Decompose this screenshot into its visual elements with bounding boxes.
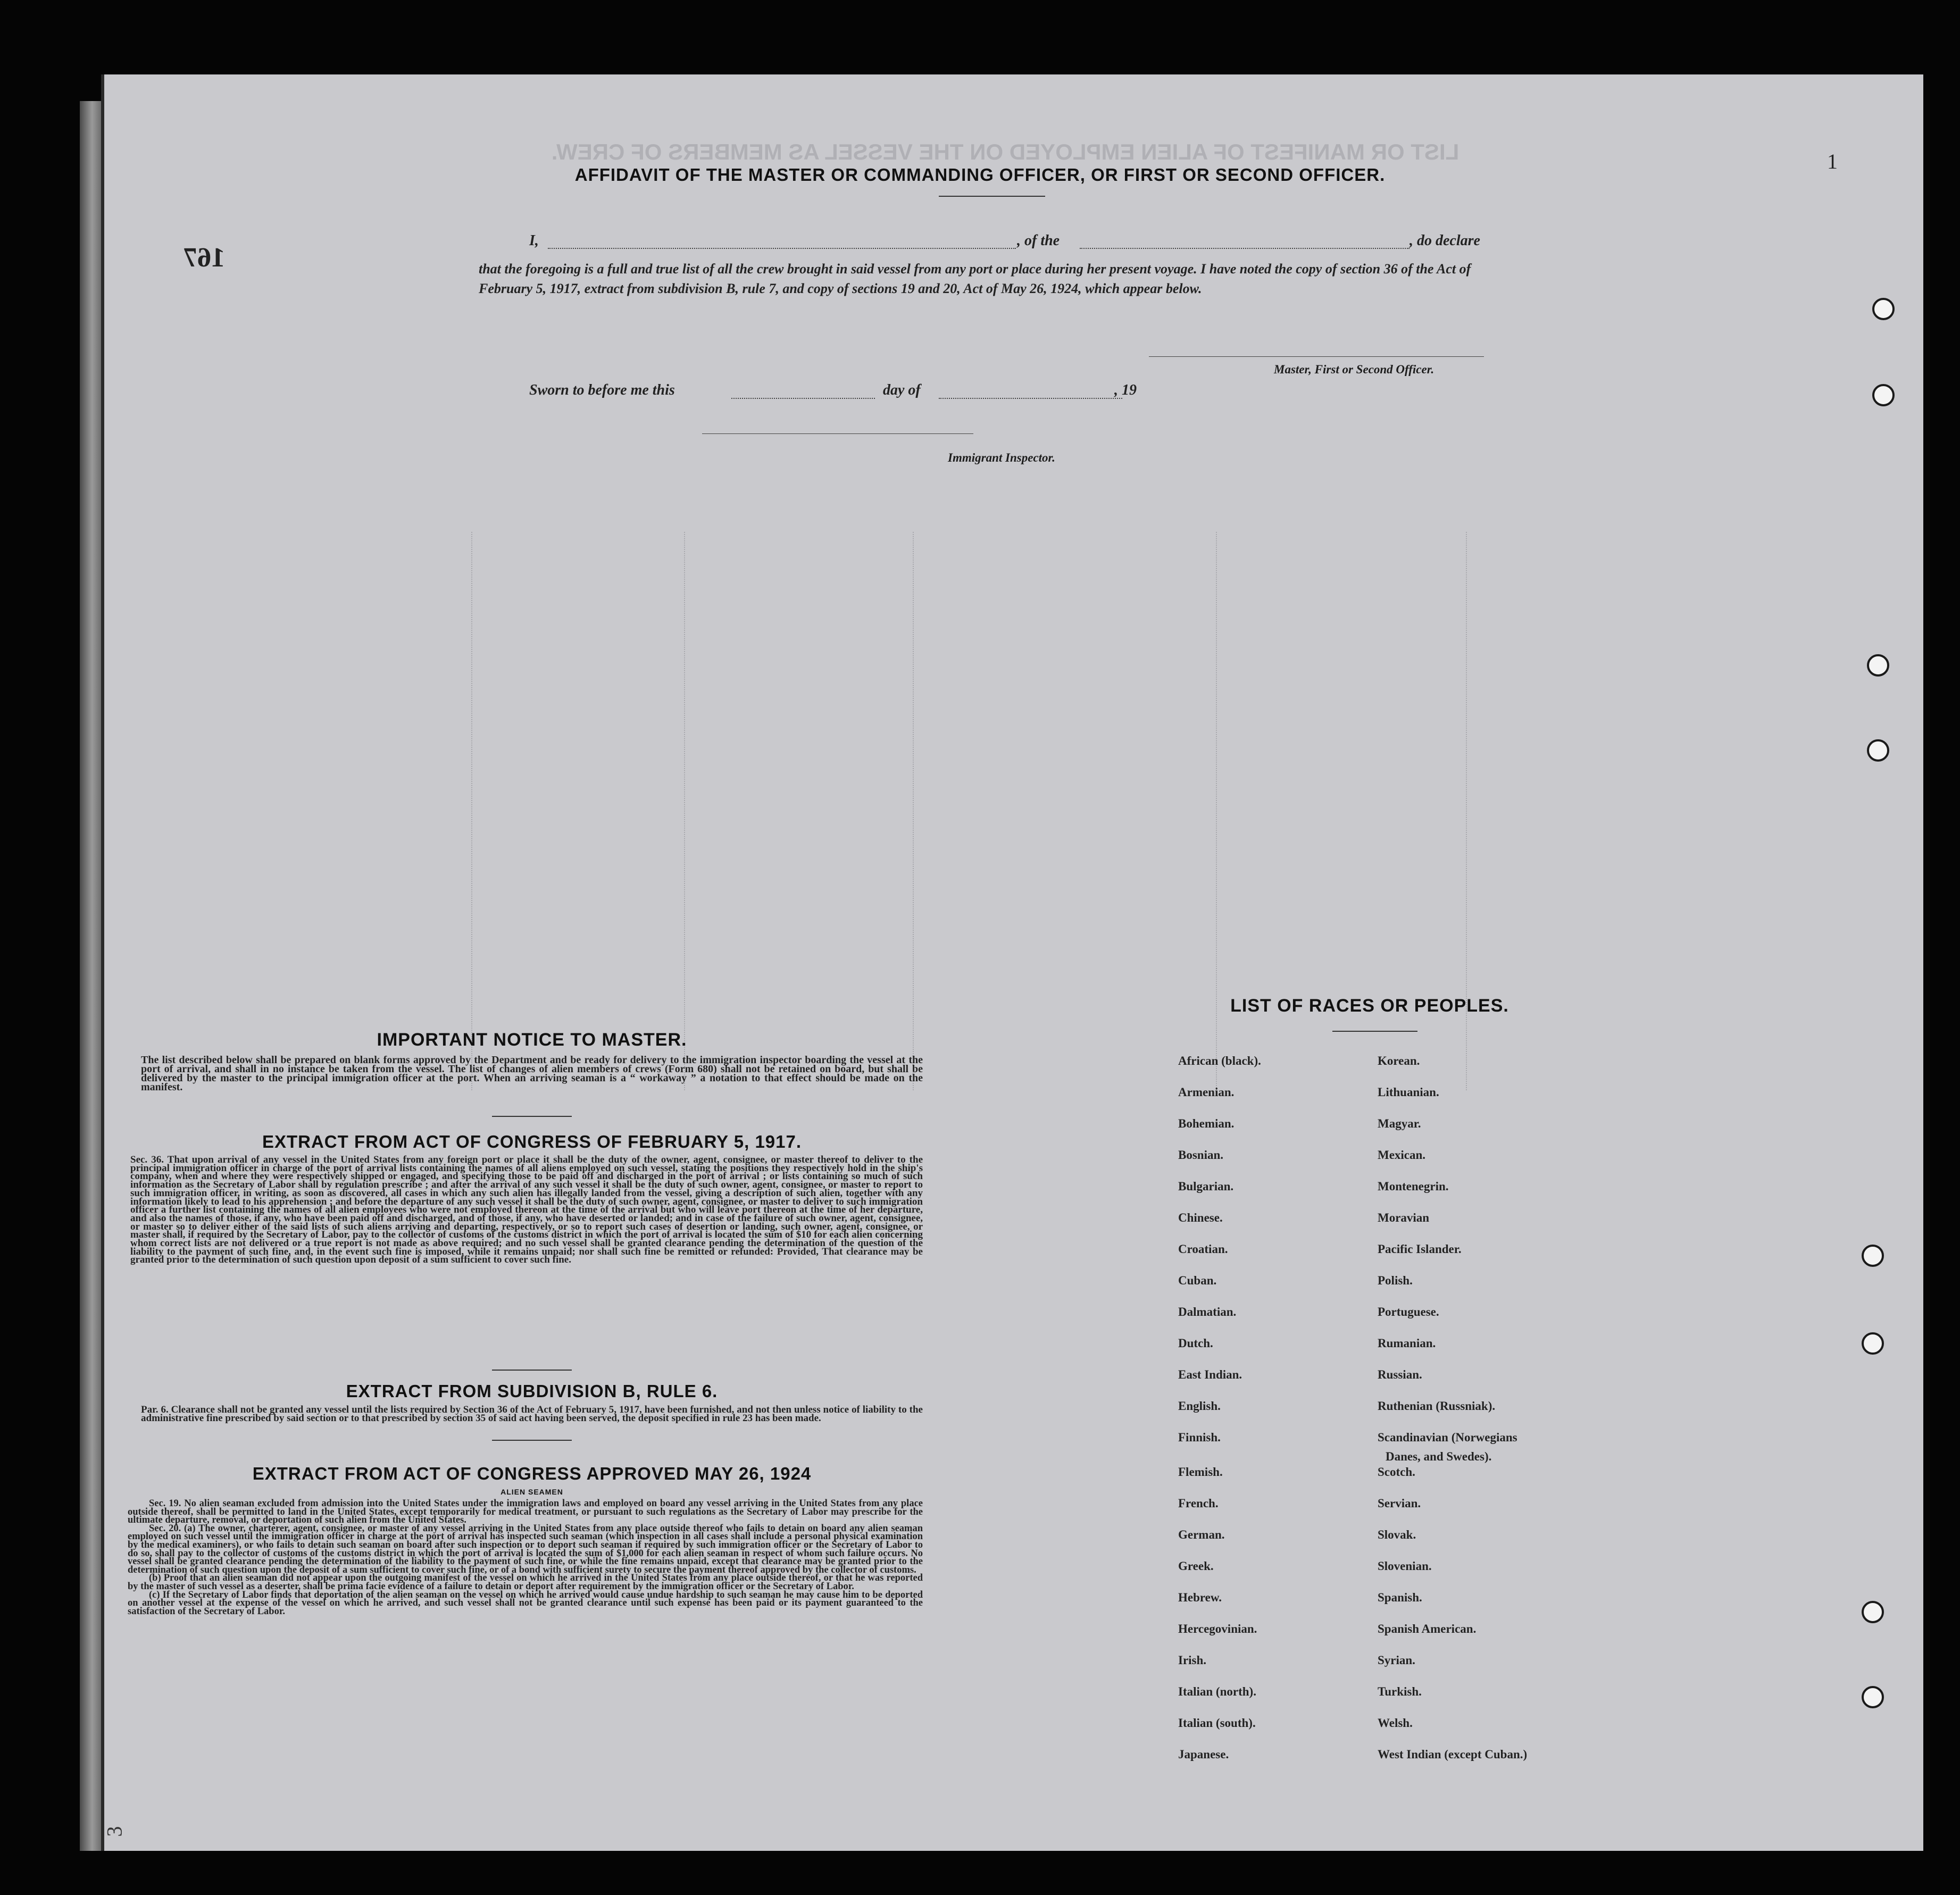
affidavit-i: I,: [529, 232, 539, 249]
race-item: Syrian.: [1378, 1654, 1415, 1667]
punch-hole: [1862, 1245, 1884, 1267]
race-item: Korean.: [1378, 1054, 1420, 1067]
sec20c-text: (c) If the Secretary of Labor finds that deportation of the alien seaman on the vessel on which he arrived would cause undue hardship to such seaman he may cause him to be deported on another vessel at the expense of the vessel on which he arrived, and such vessel shall not be granted clearance until such expense has been paid or its payment guaranteed to the satisfaction of the Secretary of Labor.: [128, 1589, 923, 1617]
race-item: Bohemian.: [1178, 1117, 1235, 1130]
race-item: Russian.: [1378, 1368, 1422, 1381]
race-item: Rumanian.: [1378, 1337, 1436, 1350]
inspector-label: Immigrant Inspector.: [948, 451, 1055, 464]
race-item: Turkish.: [1378, 1685, 1422, 1698]
notice-text: The list described below shall be prepared on blank forms approved by the Department and be ready for delivery to the immigration inspector boarding the vessel at the port of arrival, and shall in no instance be taken from the vessel. The list of changes of alien members of crews (Form 680) shall not be retained on board, but shall be delivered by the master to the principal immigration officer at the port. When an arriving seaman is a “ workaway ” a notation to that effect should be made on the manifest.: [141, 1054, 923, 1093]
bleed-column: [684, 532, 685, 1090]
race-item: Italian (south).: [1178, 1716, 1256, 1730]
sec19-text: Sec. 19. No alien seaman excluded from admission into the United States under the immigration laws and employed on board any vessel arriving in the United States from any place outside thereof, shall be permitted to land in the United States, except temporarily for medical treatment, or pursuant to such regulations as the Secretary of Labor may prescribe for the ultimate departure, removal, or deportation of such alien from the United States.: [128, 1498, 923, 1526]
extract-1917-divider: [492, 1370, 572, 1371]
sec20b-text: (b) Proof that an alien seaman did not appear upon the outgoing manifest of the vessel on which he arrived in the United States from any place outside thereof, or that he was reported by the master of such vessel as a deserter, shall be prima facie evidence of a failure to detain or deport after requirement by the immigration officer or the Secretary of Labor.: [128, 1573, 923, 1592]
race-item: Croatian.: [1178, 1242, 1228, 1256]
race-item: Slovenian.: [1378, 1559, 1432, 1573]
race-item: Italian (north).: [1178, 1685, 1256, 1698]
races-title: LIST OF RACES OR PEOPLES.: [1230, 996, 1509, 1016]
extract-1917-text: Sec. 36. That upon arrival of any vessel in the United States from any foreign port or place it shall be the duty of the owner, agent, consignee, or master thereof to deliver to the principal immigration officer in charge of the port of arrival lists containing the names of all aliens employed on such vessel, stating the positions they respectively hold in the ship's company, when and where they were respectively shipped or engaged, and specifying those to be paid off and discharged in the port of arrival ; or lists containing so much of such information as the Secretary of Labor shall by regulation prescribe ; and after the arrival of any such vessel it shall be the duty of such owner, agent, consignee, or master to report to such immigration officer, in writing, as soon as discovered, all cases in which any such alien has illegally landed from the vessel, giving a description of such alien, together with any information likely to lead to his apprehension ; and before the departure of any such vessel it shall be the duty of such owner, agent, consignee, or master to deliver to such immigration officer a further list containing the names of all alien employees who were not employed thereon at the time of the arrival but who will leave port thereon at the time of her departure, and also the names of those, if any, who have been paid off and discharged, and of those, if any, who have deserted or landed; and in case of the failure of such owner, agent, consignee, or master so to deliver either of the said lists of such aliens arriving and departing, respectively, or so to report such cases of desertion or landing, such owner, agent, consignee, or master shall, if required by the Secretary of Labor, pay to the collector of customs of the customs district in which the port of arrival is located the sum of $10 for each alien concerning whom correct lists are not delivered or a true report is not made as above required; and no such vessel shall be granted clearance pending the determination of the question of the liability to the payment of such fine, and, in the event such fine is imposed, while it remains unpaid; nor shall such fine be remitted or refunded: Provided, That clearance may be granted prior to the determination of such question upon deposit of a sum sufficient to cover such fine.: [130, 1154, 923, 1266]
race-item: Spanish American.: [1378, 1622, 1477, 1635]
sworn-day-blank[interactable]: [731, 398, 875, 399]
punch-hole: [1872, 298, 1895, 320]
bottom-mark: 3: [102, 1826, 127, 1837]
name-blank[interactable]: [548, 248, 1016, 249]
sworn-prefix: Sworn to before me this: [529, 382, 675, 398]
race-item: Greek.: [1178, 1559, 1214, 1573]
race-item: Spanish.: [1378, 1591, 1422, 1604]
title-underline: [939, 196, 1045, 197]
sworn-year: , 19: [1114, 382, 1137, 398]
race-item: Dalmatian.: [1178, 1305, 1237, 1318]
punch-hole: [1862, 1686, 1884, 1708]
book-binding: [80, 101, 102, 1851]
race-item: Scotch.: [1378, 1465, 1415, 1479]
race-item: English.: [1178, 1399, 1221, 1413]
bleed-column: [471, 532, 472, 1090]
race-item: Moravian: [1378, 1211, 1430, 1224]
race-item: Dutch.: [1178, 1337, 1213, 1350]
race-item: Finnish.: [1178, 1431, 1221, 1444]
punch-hole: [1862, 1332, 1884, 1355]
race-item: Pacific Islander.: [1378, 1242, 1462, 1256]
race-scandinavian-cont: Danes, and Swedes).: [1386, 1450, 1492, 1463]
race-item: Armenian.: [1178, 1086, 1235, 1099]
vessel-blank[interactable]: [1080, 248, 1409, 249]
race-item: Scandinavian (Norwegians: [1378, 1431, 1517, 1444]
race-item: Portuguese.: [1378, 1305, 1439, 1318]
extract-1924-body: [128, 1500, 923, 1616]
race-item: West Indian (except Cuban.): [1378, 1748, 1528, 1761]
race-item: Ruthenian (Russniak).: [1378, 1399, 1496, 1413]
race-item: Polish.: [1378, 1274, 1413, 1287]
affidavit-of-the: , of the: [1017, 232, 1060, 249]
race-item: Cuban.: [1178, 1274, 1217, 1287]
extract-1924-title: EXTRACT FROM ACT OF CONGRESS APPROVED MAY 26, 1924: [252, 1464, 812, 1483]
extract-1924-subtitle: ALIEN SEAMEN: [501, 1488, 563, 1496]
race-item: Bosnian.: [1178, 1148, 1224, 1162]
race-item: Irish.: [1178, 1654, 1207, 1667]
rule6-divider: [492, 1440, 572, 1441]
race-item: Flemish.: [1178, 1465, 1223, 1479]
notice-divider: [492, 1116, 572, 1117]
bleed-through-title: LIST OR MANIFEST OF ALIEN EMPLOYED ON THE VESSEL AS MEMBERS OF CREW.: [551, 139, 1459, 164]
affidavit-body: that the foregoing is a full and true list of all the crew brought in said vessel from any port or place during her present voyage. I have noted the copy of section 36 of the Act of February 5, 1917, extract from subdivision B, rule 7, and copy of sections 19 and 20, Act of May 26, 1924, which appear below.: [479, 261, 1471, 296]
race-item: Slovak.: [1378, 1528, 1416, 1541]
race-item: East Indian.: [1178, 1368, 1242, 1381]
sworn-day-of: day of: [883, 382, 921, 398]
bleed-column: [913, 532, 914, 1090]
race-item: French.: [1178, 1497, 1219, 1510]
sec20a-text: Sec. 20. (a) The owner, charterer, agent, consignee, or master of any vessel arriving in the United States from any place outside thereof who fails to detain on board any alien seaman employed on such vessel until the immigration officer in charge at the port of arrival has inspected such seaman (which inspection in all cases shall include a personal physical examination by the medical examiners), or who fails to detain such seaman on board after such inspection or to deport such seaman if required by such immigration officer or the Secretary of Labor to do so, shall pay to the collector of customs of the customs district in which the port of arrival is located the sum of $1,000 for each alien seaman in respect of whom such failure occurs. No vessel shall be granted clearance pending the determination of the liability to the payment of such fine, or while the fine remains unpaid, except that clearance may be granted prior to the determination of such question upon the deposit of a sum sufficient to cover such fine, or of a bond with sufficient surety to secure the payment thereof approved by the collector of customs.: [128, 1523, 923, 1575]
inspector-signature-line[interactable]: [702, 433, 973, 434]
race-item: Japanese.: [1178, 1748, 1229, 1761]
signature-label: Master, First or Second Officer.: [1274, 363, 1434, 376]
rule6-title: EXTRACT FROM SUBDIVISION B, RULE 6.: [346, 1381, 718, 1401]
signature-line[interactable]: [1149, 356, 1484, 357]
sworn-month-blank[interactable]: [939, 398, 1122, 399]
race-item: Chinese.: [1178, 1211, 1223, 1224]
race-item: Bulgarian.: [1178, 1180, 1234, 1193]
race-item: Welsh.: [1378, 1716, 1413, 1730]
punch-hole: [1867, 739, 1889, 762]
punch-hole: [1862, 1601, 1884, 1623]
race-item: German.: [1178, 1528, 1225, 1541]
extract-1917-title: EXTRACT FROM ACT OF CONGRESS OF FEBRUARY 5, 1917.: [262, 1132, 802, 1151]
race-item: Hebrew.: [1178, 1591, 1222, 1604]
race-item: Montenegrin.: [1378, 1180, 1449, 1193]
race-item: African (black).: [1178, 1054, 1261, 1067]
rule6-text: Par. 6. Clearance shall not be granted any vessel until the lists required by Section 36 of the Act of February 5, 1917, have been furnished, and not then unless notice of liability to the administrative fine prescribed by said section or to that prescribed by section 35 of said act having been served, the deposit specified in rule 23 has been made.: [141, 1404, 923, 1424]
race-item: Lithuanian.: [1378, 1086, 1439, 1099]
corner-mark: 1: [1827, 149, 1838, 173]
race-item: Mexican.: [1378, 1148, 1426, 1162]
punch-hole: [1867, 654, 1889, 677]
race-item: Magyar.: [1378, 1117, 1421, 1130]
races-underline: [1332, 1031, 1417, 1032]
punch-hole: [1872, 384, 1895, 406]
race-item: Servian.: [1378, 1497, 1421, 1510]
page-number: 167: [184, 243, 225, 273]
notice-title: IMPORTANT NOTICE TO MASTER.: [377, 1030, 687, 1050]
affidavit-declare: , do declare: [1409, 232, 1480, 249]
affidavit-title: AFFIDAVIT OF THE MASTER OR COMMANDING OFFICER, OR FIRST OR SECOND OFFICER.: [574, 165, 1386, 185]
race-item: Hercegovinian.: [1178, 1622, 1257, 1635]
